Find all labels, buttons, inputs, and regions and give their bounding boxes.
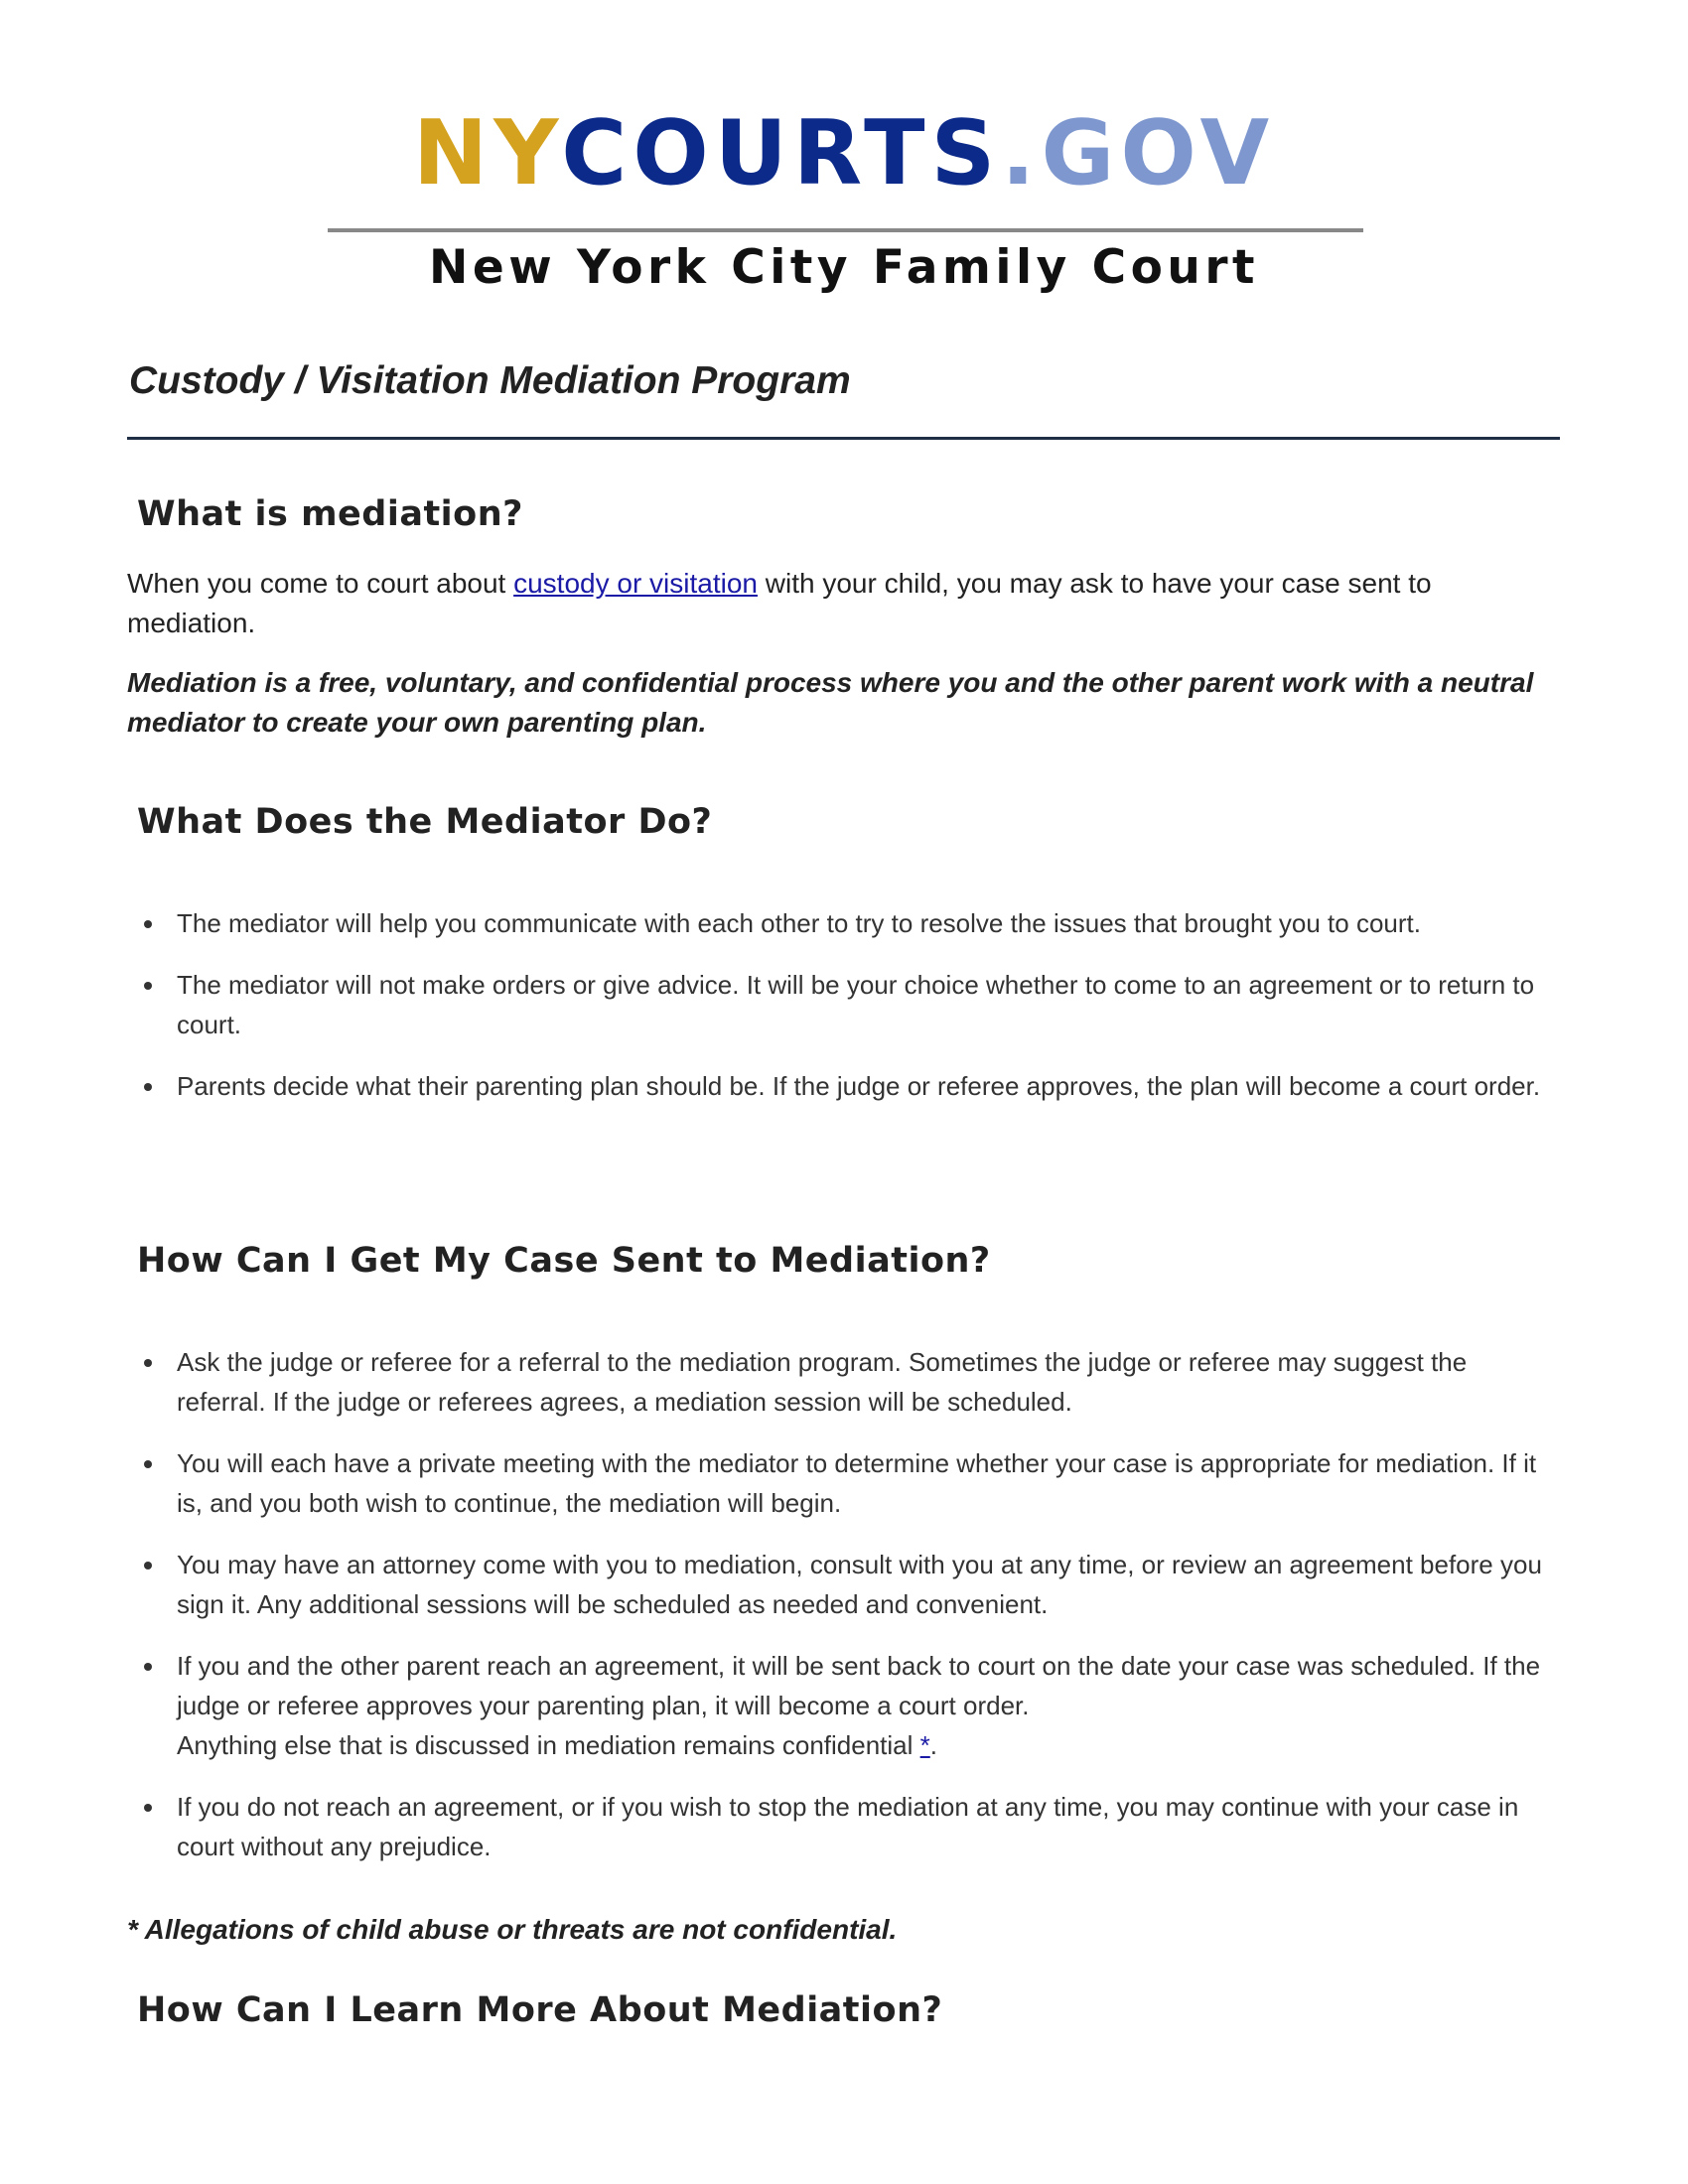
mediator-role-list [127, 903, 1557, 1128]
heading-how-sent: How Can I Get My Case Sent to Mediation? [137, 1241, 991, 1281]
list-item: You may have an attorney come with you to mediation, consult with you at any time, or review an agreement before you sign it. Any additional sessions will be scheduled as needed and convenient. [127, 1545, 1557, 1624]
footnote-link[interactable]: * [919, 1730, 930, 1760]
title-divider [127, 437, 1560, 440]
list-item: You will each have a private meeting with the mediator to determine whether your case is appropriate for mediation. If it is, and you both wish to continue, the mediation will begin. [127, 1443, 1557, 1523]
program-title: Custody / Visitation Mediation Program [129, 359, 851, 402]
agreement-text: If you and the other parent reach an agreement, it will be sent back to court on the date your case was scheduled. If the judge or referee approves your parenting plan, it will become a court order. [177, 1651, 1541, 1720]
intro-text-before: When you come to court about [127, 568, 514, 599]
header-divider [328, 228, 1363, 232]
mediation-definition: Mediation is a free, voluntary, and confidential process where you and the other parent work with a neutral mediator to create your own parenting plan. [127, 667, 1534, 738]
heading-what-is-mediation: What is mediation? [137, 494, 523, 534]
intro-text-after: with your child, you may ask to have your case sent to mediation. [127, 568, 1432, 638]
footnote: * Allegations of child abuse or threats are not confidential. [127, 1914, 898, 1945]
confidential-period: . [929, 1730, 937, 1760]
nycourts-logo[interactable] [0, 101, 1688, 205]
custody-visitation-link[interactable]: custody or visitation [513, 568, 758, 599]
court-title: New York City Family Court [428, 240, 1260, 295]
list-item: The mediator will help you communicate with each other to try to resolve the issues that brought you to court. [127, 903, 1557, 943]
heading-learn-more: How Can I Learn More About Mediation? [137, 1990, 943, 2030]
list-item: Ask the judge or referee for a referral to the mediation program. Sometimes the judge or referee may suggest the referral. If the judge or referees agrees, a mediation session will be scheduled. [127, 1342, 1557, 1422]
logo-courts: COURTS [561, 101, 1002, 205]
confidential-text: Anything else that is discussed in mediation remains confidential [177, 1730, 920, 1760]
list-item [127, 1646, 1557, 1765]
logo-gov: .GOV [1001, 101, 1276, 205]
list-item: If you do not reach an agreement, or if you wish to stop the mediation at any time, you may continue with your case in court without any prejudice. [127, 1787, 1557, 1866]
logo-ny: NY [412, 101, 562, 205]
intro-paragraph [127, 564, 1557, 643]
how-sent-list [127, 1342, 1557, 1888]
list-item: Parents decide what their parenting plan should be. If the judge or referee approves, the plan will become a court order. [127, 1066, 1557, 1106]
heading-mediator-role: What Does the Mediator Do? [137, 802, 713, 842]
list-item: The mediator will not make orders or give advice. It will be your choice whether to come to an agreement or to return to court. [127, 965, 1557, 1044]
